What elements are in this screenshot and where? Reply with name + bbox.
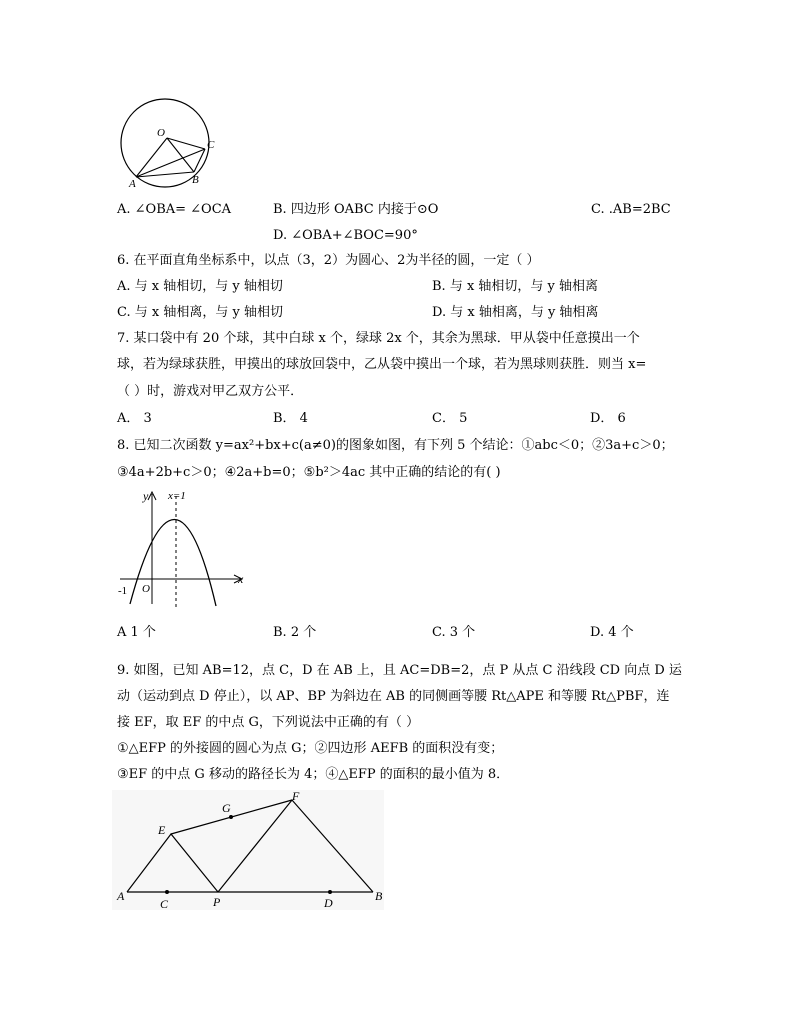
q7-option-a: A． 3 — [117, 411, 152, 426]
q7-option-d: D． 6 — [590, 411, 626, 426]
q9-label-e: E — [158, 823, 166, 837]
q5-circle-figure — [112, 96, 222, 194]
q7-line-2: 球，若为绿球获胜，甲摸出的球放回袋中，乙从袋中摸出一个球，若为黑球则获胜．则当 x= — [117, 357, 647, 372]
q9-line-5: ③EF 的中点 G 移动的路径长为 4；④△EFP 的面积的最小值为 8． — [117, 767, 510, 782]
q9-label-g: G — [222, 801, 231, 815]
q9-triangles-figure — [112, 786, 392, 912]
q8-option-d: D. 4 个 — [590, 625, 634, 640]
q7-line-1: 7. 某口袋中有 20 个球，其中白球 x 个，绿球 2x 个，其余为黑球．甲从袋中任意摸出一个 — [117, 331, 640, 346]
q8-line-2: ③4a+2b+c＞0；④2a+b=0；⑤b²＞4ac 其中正确的结论的有( ) — [117, 465, 501, 480]
q8-origin-label: O — [142, 583, 150, 595]
q5-option-b: B. 四边形 OABC 内接于⊙O — [273, 202, 439, 217]
q9-label-c: C — [160, 897, 169, 911]
q5-label-o: O — [157, 127, 165, 139]
q6-option-a: A. 与 x 轴相切，与 y 轴相切 — [117, 279, 283, 294]
q9-line-4: ①△EFP 的外接圆的圆心为点 G；②四边形 AEFB 的面积没有变； — [117, 741, 504, 756]
q7-line-3: （ ）时，游戏对甲乙双方公平． — [117, 384, 304, 399]
q9-line-2: 动（运动到点 D 停止），以 AP、BP 为斜边在 AB 的同侧画等腰 Rt△APE 和等腰 Rt△PBF，连 — [117, 689, 670, 704]
q9-label-b: B — [375, 889, 383, 903]
q6-stem: 6. 在平面直角坐标系中，以点（3，2）为圆心、2为半径的圆，一定（ ） — [117, 253, 540, 268]
q5-option-d: D. ∠OBA+∠BOC=90° — [273, 228, 418, 243]
q9-label-p: P — [213, 895, 221, 909]
q6-option-c: C. 与 x 轴相离，与 y 轴相切 — [117, 305, 283, 320]
q9-label-a: A — [117, 889, 125, 903]
q6-option-d: D. 与 x 轴相离，与 y 轴相离 — [432, 305, 599, 320]
q8-option-c: C. 3 个 — [432, 625, 476, 640]
q8-x-label: x — [238, 572, 244, 586]
q5-label-a: A — [129, 178, 136, 190]
q5-option-c: C. .AB=2BC — [591, 202, 671, 217]
q8-option-b: B. 2 个 — [273, 625, 317, 640]
q8-option-a: A 1 个 — [117, 625, 156, 640]
q7-option-b: B． 4 — [273, 411, 308, 426]
q5-label-b: B — [192, 174, 199, 186]
q9-label-d: D — [324, 896, 333, 910]
q8-y-label: y — [143, 489, 149, 503]
q6-option-b: B. 与 x 轴相切，与 y 轴相离 — [432, 279, 599, 294]
q7-option-c: C． 5 — [432, 411, 468, 426]
q8-symmetry-label: x=1 — [168, 490, 186, 502]
q9-label-f: F — [292, 789, 300, 803]
q8-neg-one-label: -1 — [118, 585, 128, 597]
q9-line-3: 接 EF，取 EF 的中点 G，下列说法中正确的有（ ） — [117, 715, 420, 730]
q5-option-a: A. ∠OBA= ∠OCA — [117, 202, 232, 217]
q5-label-c: C — [207, 139, 215, 151]
q9-line-1: 9. 如图，已知 AB=12，点 C，D 在 AB 上，且 AC=DB=2，点 P 从点 C 沿线段 CD 向点 D 运 — [117, 663, 682, 678]
q8-line-1: 8. 已知二次函数 y=ax²+bx+c(a≠0)的图象如图，有下列 5 个结论：①abc＜0；②3a+c＞0； — [117, 438, 674, 453]
q8-parabola-figure — [112, 484, 252, 614]
